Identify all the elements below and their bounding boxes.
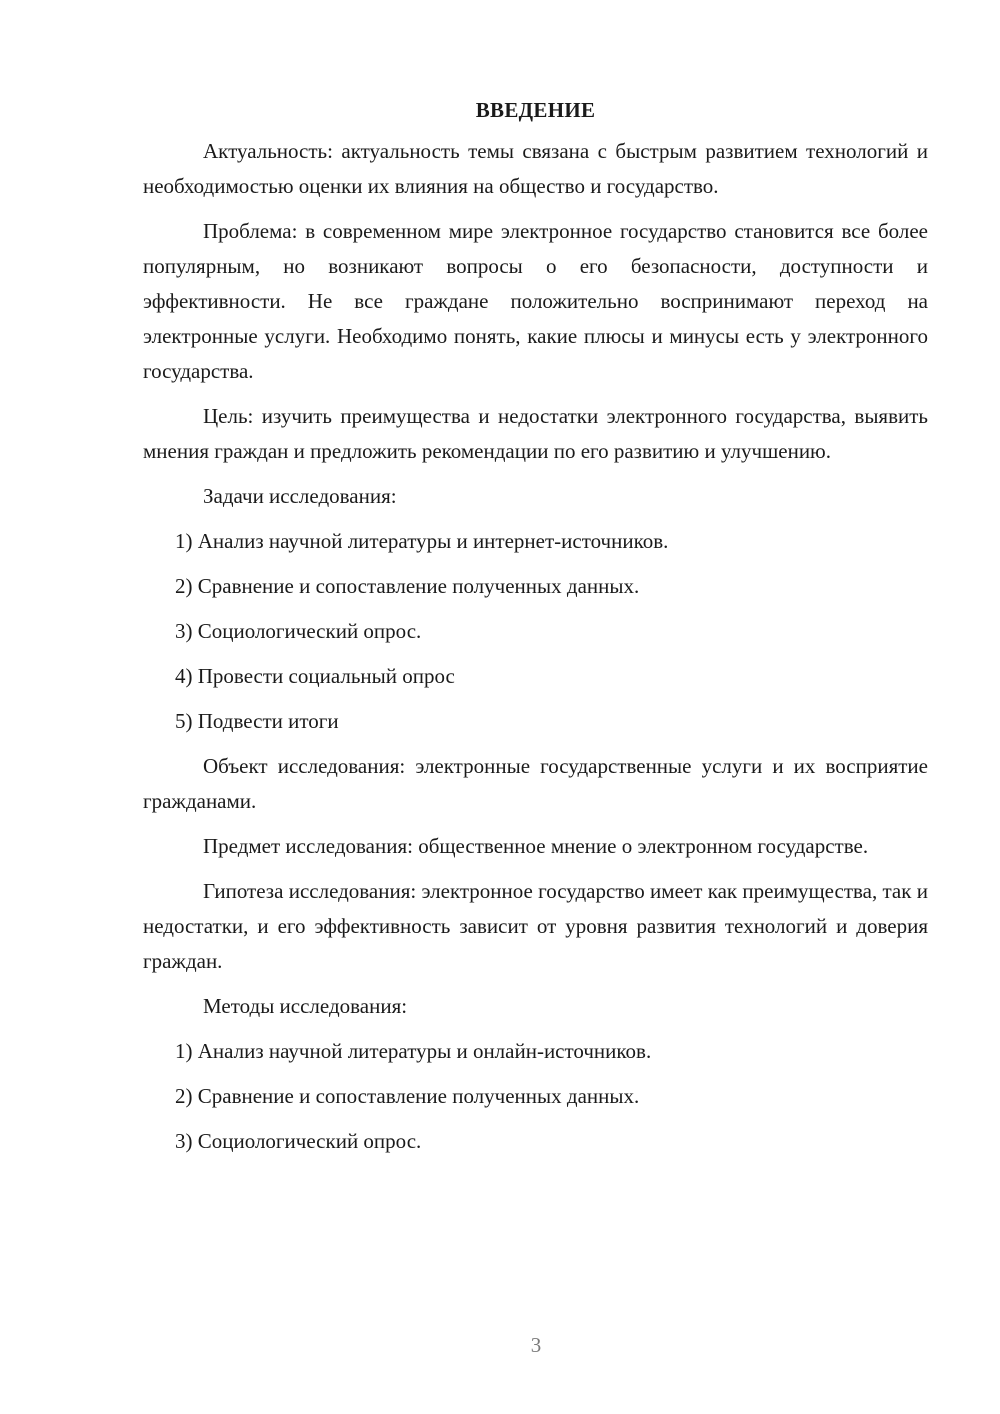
- methods-heading: Методы исследования:: [203, 994, 408, 1018]
- methods-list: [143, 1034, 928, 1159]
- tasks-list: [143, 524, 928, 739]
- list-item: 2) Сравнение и сопоставление полученных данных.: [175, 574, 640, 598]
- paragraph-goal: Цель: изучить преимущества и недостатки электронного государства, выявить мнения граждан и предложить рекомендации по его развитию и улучшению.: [143, 404, 928, 463]
- paragraph-hypothesis: Гипотеза исследования: электронное государство имеет как преимущества, так и недостатки, и его эффективность зависит от уровня развития технологий и доверия граждан.: [143, 879, 928, 973]
- list-item: 3) Социологический опрос.: [175, 619, 422, 643]
- list-item: 5) Подвести итоги: [175, 709, 339, 733]
- paragraph-object: Объект исследования: электронные государственные услуги и их восприятие гражданами.: [143, 754, 928, 813]
- paragraph-relevance: Актуальность: актуальность темы связана с быстрым развитием технологий и необходимостью оценки их влияния на общество и государство.: [143, 139, 928, 198]
- list-item: 1) Анализ научной литературы и интернет-источников.: [175, 529, 669, 553]
- tasks-heading: Задачи исследования:: [203, 484, 397, 508]
- page-title: ВВЕДЕНИЕ: [475, 98, 596, 122]
- list-item: 1) Анализ научной литературы и онлайн-источников.: [175, 1039, 652, 1063]
- document-page: [143, 96, 928, 1169]
- list-item: 3) Социологический опрос.: [175, 1129, 422, 1153]
- list-item: 4) Провести социальный опрос: [175, 664, 455, 688]
- page-number: 3: [530, 1333, 542, 1357]
- paragraph-subject: Предмет исследования: общественное мнение о электронном государстве.: [203, 834, 869, 858]
- paragraph-problem: Проблема: в современном мире электронное государство становится все более популярным, но возникают вопросы о его безопасности, доступности и эффективности. Не все граждане положительно воспринимают переход на электронные услуги. Необходимо понять, какие плюсы и минусы есть у электронного государства.: [143, 219, 928, 383]
- list-item: 2) Сравнение и сопоставление полученных данных.: [175, 1084, 640, 1108]
